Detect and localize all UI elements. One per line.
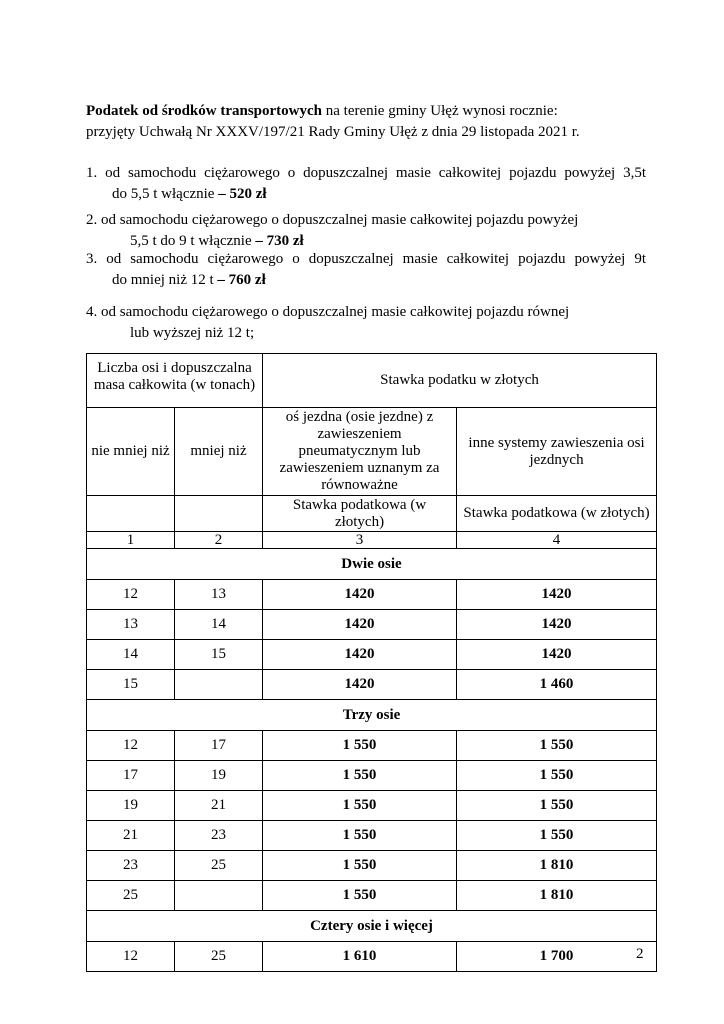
cell-less-than: 14 <box>175 610 263 640</box>
cell-rate-other-suspension: 1 550 <box>457 821 657 851</box>
group-title: Dwie osie <box>87 549 657 580</box>
table-row <box>87 731 657 761</box>
cell-less-than <box>175 670 263 700</box>
table-row <box>87 610 657 640</box>
table-row <box>87 640 657 670</box>
cell-not-less-than: 19 <box>87 791 175 821</box>
cell-rate-other-suspension: 1 700 <box>457 942 657 972</box>
cell-rate-air-suspension: 1420 <box>263 580 457 610</box>
cell-less-than: 17 <box>175 731 263 761</box>
cell-rate-other-suspension: 1 550 <box>457 731 657 761</box>
cell-less-than: 19 <box>175 761 263 791</box>
group-header-row <box>87 700 657 731</box>
table-row <box>87 761 657 791</box>
table-header-row <box>87 354 657 408</box>
cell-rate-other-suspension: 1420 <box>457 640 657 670</box>
cell-rate-other-suspension: 1 810 <box>457 881 657 911</box>
list-item-line2-text: do mniej niż 12 t <box>112 272 218 288</box>
table-row <box>87 881 657 911</box>
col-other-suspension: inne systemy zawieszenia osi jezdnych <box>457 408 657 496</box>
list-item-amount: – 760 zł <box>217 272 266 288</box>
header-tax-rate: Stawka podatku w złotych <box>263 354 657 408</box>
header-axles-mass: Liczba osi i dopuszczalna masa całkowita (w tonach) <box>87 354 263 408</box>
list-item-amount: – 730 zł <box>255 233 304 249</box>
cell-rate-air-suspension: 1420 <box>263 640 457 670</box>
list-item <box>86 210 646 252</box>
cell-rate-other-suspension: 1 810 <box>457 851 657 881</box>
cell-not-less-than: 13 <box>87 610 175 640</box>
column-number: 2 <box>175 532 263 549</box>
cell-rate-air-suspension: 1 550 <box>263 821 457 851</box>
intro-title-bold: Podatek od środków transportowych <box>86 103 322 119</box>
list-item-line1: 4. od samochodu ciężarowego o dopuszczalnej masie całkowitej pojazdu równej <box>86 304 570 320</box>
group-title: Trzy osie <box>87 700 657 731</box>
column-number-row <box>87 532 657 549</box>
col-not-less-than: nie mniej niż <box>87 408 175 496</box>
cell-rate-air-suspension: 1 610 <box>263 942 457 972</box>
table-row <box>87 942 657 972</box>
table-row <box>87 580 657 610</box>
page-number: 2 <box>636 946 644 962</box>
cell-rate-other-suspension: 1420 <box>457 610 657 640</box>
empty-cell <box>175 496 263 532</box>
cell-rate-other-suspension: 1 550 <box>457 761 657 791</box>
list-item-line2-text: 5,5 t do 9 t włącznie <box>130 233 256 249</box>
resolution-line: przyjęty Uchwałą Nr XXXV/197/21 Rady Gminy Ułęż z dnia 29 listopada 2021 r. <box>86 124 580 140</box>
group-header-row <box>87 549 657 580</box>
cell-rate-other-suspension: 1 550 <box>457 791 657 821</box>
cell-not-less-than: 14 <box>87 640 175 670</box>
cell-rate-air-suspension: 1420 <box>263 670 457 700</box>
cell-less-than: 23 <box>175 821 263 851</box>
list-item-amount: – 520 zł <box>218 186 267 202</box>
cell-rate-air-suspension: 1 550 <box>263 881 457 911</box>
intro-title-rest: na terenie gminy Ułęż wynosi rocznie: <box>322 103 558 119</box>
list-item-line2 <box>86 184 646 205</box>
cell-less-than: 21 <box>175 791 263 821</box>
list-item <box>86 302 646 344</box>
table-header-row <box>87 408 657 496</box>
cell-rate-air-suspension: 1 550 <box>263 761 457 791</box>
cell-not-less-than: 17 <box>87 761 175 791</box>
list-item-line1: 3. od samochodu ciężarowego o dopuszczalnej masie całkowitej pojazdu powyżej 9t <box>86 251 646 267</box>
cell-not-less-than: 12 <box>87 942 175 972</box>
column-number: 1 <box>87 532 175 549</box>
list-item <box>86 163 646 205</box>
group-title: Cztery osie i więcej <box>87 911 657 942</box>
column-number: 3 <box>263 532 457 549</box>
table-row <box>87 791 657 821</box>
cell-less-than <box>175 881 263 911</box>
cell-not-less-than: 15 <box>87 670 175 700</box>
cell-not-less-than: 12 <box>87 731 175 761</box>
table-row <box>87 851 657 881</box>
cell-not-less-than: 23 <box>87 851 175 881</box>
cell-not-less-than: 12 <box>87 580 175 610</box>
cell-rate-other-suspension: 1420 <box>457 580 657 610</box>
list-item-line1: 1. od samochodu ciężarowego o dopuszczalnej masie całkowitej pojazdu powyżej 3,5t <box>86 165 646 181</box>
column-number: 4 <box>457 532 657 549</box>
cell-not-less-than: 21 <box>87 821 175 851</box>
list-item-line1: 2. od samochodu ciężarowego o dopuszczalnej masie całkowitej pojazdu powyżej <box>86 212 579 228</box>
sub-rate-col3: Stawka podatkowa (w złotych) <box>263 496 457 532</box>
cell-less-than: 25 <box>175 851 263 881</box>
cell-less-than: 25 <box>175 942 263 972</box>
cell-rate-other-suspension: 1 460 <box>457 670 657 700</box>
sub-rate-col4: Stawka podatkowa (w złotych) <box>457 496 657 532</box>
empty-cell <box>87 496 175 532</box>
table-row <box>87 821 657 851</box>
list-item-line2 <box>86 270 646 291</box>
col-less-than: mniej niż <box>175 408 263 496</box>
cell-rate-air-suspension: 1420 <box>263 610 457 640</box>
cell-rate-air-suspension: 1 550 <box>263 731 457 761</box>
cell-less-than: 13 <box>175 580 263 610</box>
intro-paragraph <box>86 101 656 143</box>
cell-not-less-than: 25 <box>87 881 175 911</box>
intro-title-line <box>86 101 656 122</box>
group-header-row <box>87 911 657 942</box>
cell-rate-air-suspension: 1 550 <box>263 791 457 821</box>
list-item-line2-text: do 5,5 t włącznie <box>112 186 219 202</box>
list-item-line2: lub wyższej niż 12 t; <box>130 325 255 341</box>
cell-rate-air-suspension: 1 550 <box>263 851 457 881</box>
list-item <box>86 249 646 291</box>
cell-less-than: 15 <box>175 640 263 670</box>
table-header-row <box>87 496 657 532</box>
table-row <box>87 670 657 700</box>
tax-rate-table <box>86 353 657 972</box>
col-air-suspension: oś jezdna (osie jezdne) z zawieszeniem pneumatycznym lub zawieszeniem uznanym za równoważne <box>263 408 457 496</box>
